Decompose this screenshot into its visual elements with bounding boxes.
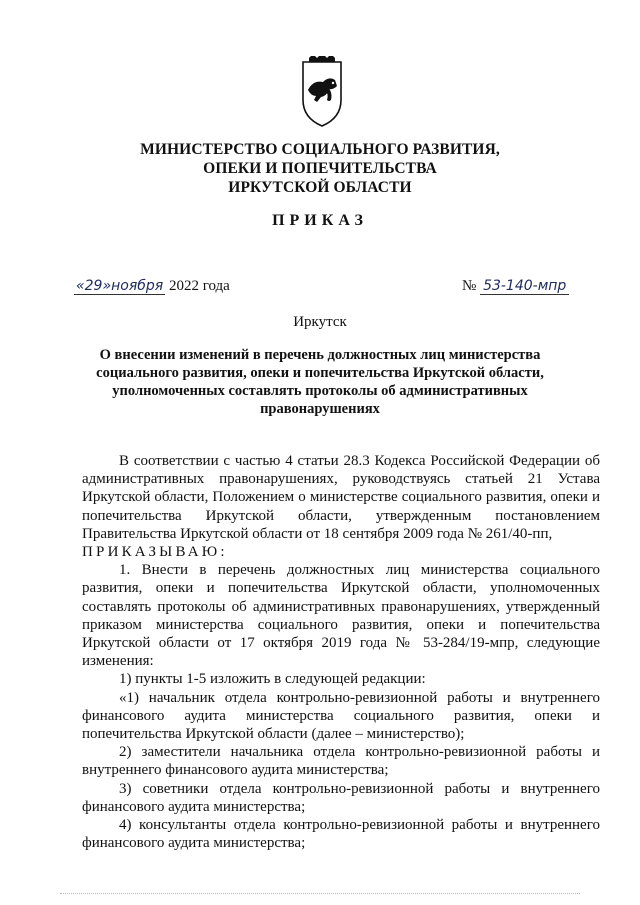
position-3-paragraph: 3) советники отдела контрольно-ревизионной работы и внутреннего финансового аудита министерства; — [82, 780, 600, 815]
title-line-4: правонарушениях — [260, 401, 380, 417]
date-day: 29 — [84, 278, 103, 294]
document-number — [462, 278, 569, 295]
date-close-quote: » — [102, 278, 112, 294]
title-line-3: уполномоченных составлять протоколы об административных — [112, 383, 528, 399]
subitem-1-paragraph: 1) пункты 1-5 изложить в следующей редакции: — [119, 671, 426, 688]
order-word: ПРИКАЗЫВАЮ: — [82, 544, 228, 561]
irkutsk-coat-of-arms-icon — [299, 56, 345, 128]
position-2-paragraph: 2) заместители начальника отдела контрольно-ревизионной работы и внутреннего финансового аудита министерства; — [82, 744, 600, 779]
position-1-paragraph: «1) начальник отдела контрольно-ревизионной работы и внутреннего финансового аудита министерства социального развития, опеки и попечительства Иркутской области (далее – министерство); — [82, 689, 600, 743]
document-title — [90, 346, 550, 418]
date-year: 2022 года — [168, 278, 230, 294]
preamble-paragraph: В соответствии с частью 4 статьи 28.3 Кодекса Российской Федерации об административных правонарушениях, руководствуясь статьей 21 Устава Иркутской области, Положением о министерстве социального развития, опеки и попечительства Иркутской области, утвержденным постановлением Правительства Иркутской области от 18 сентября 2009 года № 261/40-пп, — [82, 453, 600, 542]
document-date — [74, 278, 230, 295]
position-4-paragraph: 4) консультанты отдела контрольно-ревизионной работы и внутреннего финансового аудита министерства; — [82, 817, 600, 852]
ministry-name — [60, 140, 580, 197]
page-bottom-divider — [60, 893, 580, 894]
item-1-paragraph: 1. Внести в перечень должностных лиц министерства социального развития, опеки и попечительства Иркутской области, уполномоченных составлять протоколы об административных правонарушениях, утвержденный приказом министерства социального развития, опеки и попечительства Иркутской области от 17 октября 2019 года № 53-284/19-мпр, следующие изменения: — [82, 562, 600, 670]
date-month: ноября — [111, 278, 164, 294]
date-open-quote: « — [76, 278, 85, 294]
city-name: Иркутск — [293, 314, 347, 330]
title-line-1: О внесении изменений в перечень должностных лиц министерства — [99, 347, 541, 363]
handwritten-date — [74, 278, 165, 295]
number-prefix: № — [462, 278, 477, 294]
handwritten-number: 53-140-мпр — [480, 278, 569, 295]
ministry-line-3: ИРКУТСКОЙ ОБЛАСТИ — [228, 179, 412, 196]
title-line-2: социального развития, опеки и попечительства Иркутской области, — [96, 365, 544, 381]
ministry-line-1: МИНИСТЕРСТВО СОЦИАЛЬНОГО РАЗВИТИЯ, — [140, 141, 500, 158]
document-body — [82, 452, 600, 852]
ministry-line-2: ОПЕКИ И ПОПЕЧИТЕЛЬСТВА — [203, 160, 437, 177]
document-type-heading: ПРИКАЗ — [272, 212, 368, 229]
